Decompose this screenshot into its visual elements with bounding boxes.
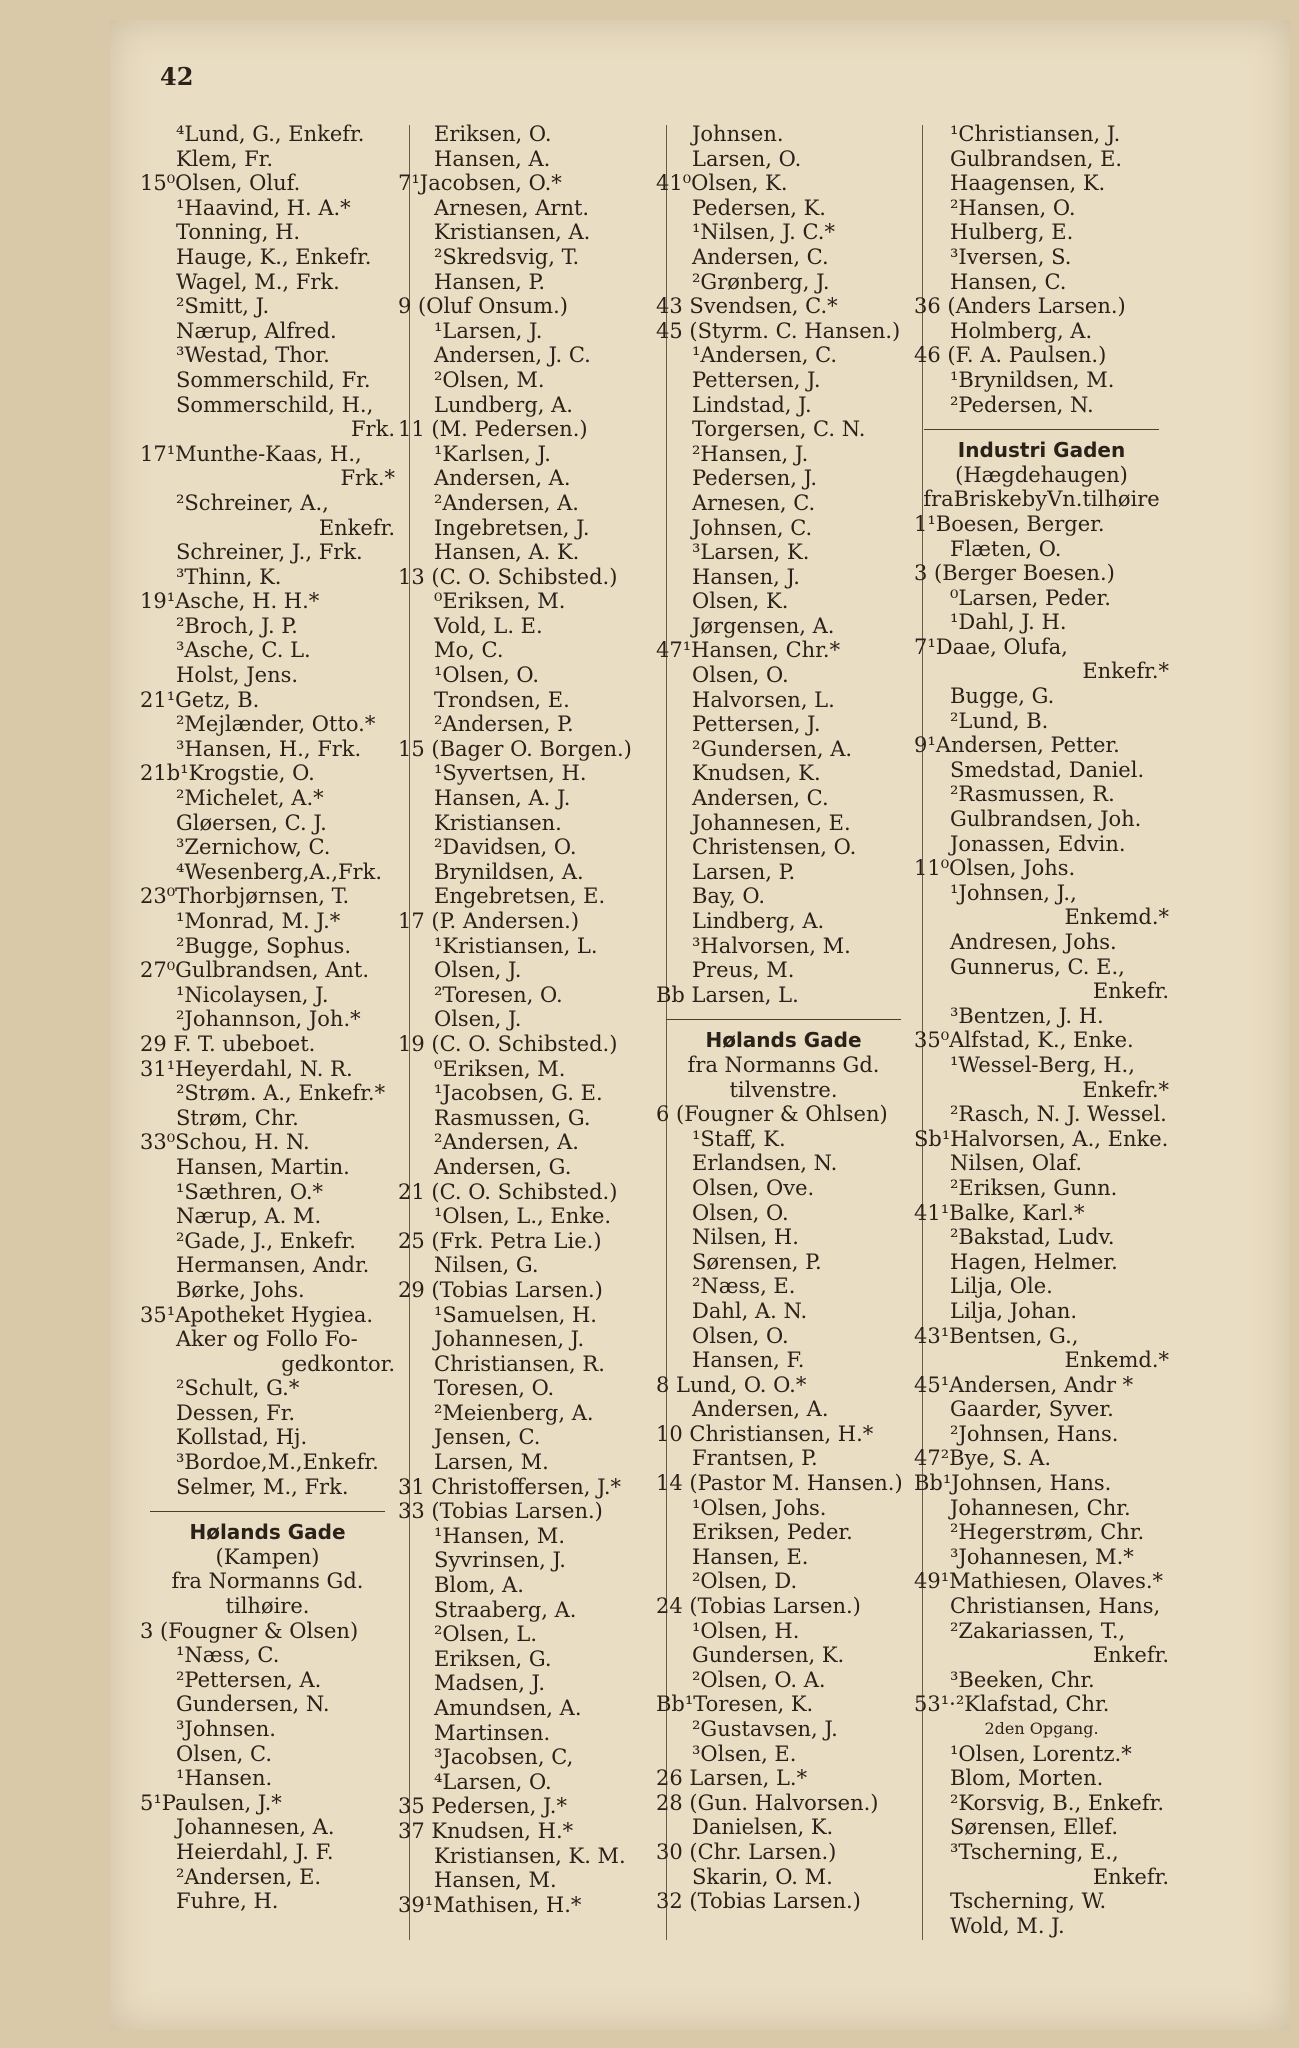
directory-entry: Pedersen, J. [692, 466, 818, 491]
directory-entry: Aker og Follo Fo- [176, 1327, 358, 1352]
directory-entry: 53¹·²Klafstad, Chr. [914, 1692, 1110, 1717]
directory-entry: Strøm, Chr. [176, 1105, 299, 1130]
directory-entry: Andersen, G. [434, 1154, 572, 1179]
directory-entry: ¹Olsen, O. [434, 663, 540, 688]
directory-entry: Olsen, O. [692, 1323, 789, 1348]
street-heading: Industri Gaden [957, 438, 1126, 463]
directory-entry: Ingebretsen, J. [434, 515, 590, 540]
directory-entry: 9¹Andersen, Petter. [914, 733, 1120, 758]
directory-entry: 10 Christiansen, H.* [656, 1421, 874, 1446]
directory-entry: ¹Sæthren, O.* [176, 1179, 324, 1204]
directory-entry: 33 (Tobias Larsen.) [398, 1499, 603, 1524]
directory-entry: Nilsen, H. [692, 1225, 799, 1250]
directory-entry: fra Normanns Gd. [171, 1569, 364, 1594]
directory-entry: ²Mejlænder, Otto.* [176, 712, 376, 737]
directory-entry: gedkontor. [281, 1351, 395, 1376]
directory-entry: 14 (Pastor M. Hansen.) [656, 1471, 903, 1496]
directory-entry: 27⁰Gulbrandsen, Ant. [140, 958, 370, 983]
directory-entry: Dahl, A. N. [692, 1298, 808, 1323]
directory-entry: ¹Dahl, J. H. [950, 610, 1067, 635]
directory-entry: ⁴Wesenberg,A.,Frk. [176, 859, 383, 884]
directory-entry: 49¹Mathiesen, Olaves.* [914, 1569, 1164, 1594]
directory-entry: Erlandsen, N. [692, 1151, 838, 1176]
directory-entry: 33⁰Schou, H. N. [140, 1130, 310, 1155]
directory-entry: Andresen, Johs. [950, 930, 1117, 954]
directory-entry: Syvrinsen, J. [434, 1548, 566, 1573]
directory-entry: Torgersen, C. N. [692, 417, 866, 442]
directory-entry: Nærup, A. M. [176, 1204, 322, 1229]
directory-entry: 43¹Bentsen, G., [914, 1323, 1079, 1348]
directory-entry: Amundsen, A. [434, 1696, 582, 1720]
directory-entry: Eriksen, O. [434, 122, 552, 146]
directory-entry: 6 (Fougner & Ohlsen) [656, 1102, 888, 1127]
directory-column-3 [656, 122, 911, 1914]
directory-entry: Larsen, O. [692, 146, 802, 171]
directory-entry: ³Bordoe,M.,Enkefr. [176, 1450, 379, 1475]
directory-entry: 26 Larsen, L.* [656, 1766, 808, 1791]
directory-entry: Wagel, M., Frk. [176, 269, 340, 294]
directory-entry: Gulbrandsen, E. [950, 146, 1123, 171]
directory-entry: 15⁰Olsen, Oluf. [140, 171, 301, 196]
directory-entry: ²Pedersen, N. [950, 392, 1094, 417]
directory-entry: ¹Monrad, M. J.* [176, 909, 341, 933]
directory-entry: ²Strøm. A., Enkefr.* [176, 1081, 386, 1106]
directory-entry: ¹Olsen, H. [692, 1618, 800, 1643]
directory-entry: tilhøire. [225, 1594, 310, 1619]
directory-entry: 19 (C. O. Schibsted.) [398, 1031, 618, 1056]
directory-entry: ²Johnsen, Hans. [950, 1421, 1119, 1446]
directory-entry: ²Olsen, L. [434, 1622, 538, 1647]
directory-entry: Flæten, O. [950, 536, 1062, 561]
directory-entry: ²Andersen, A. [434, 490, 579, 515]
directory-entry: ¹Haavind, H. A.* [176, 195, 351, 220]
directory-entry: Andersen, C. [692, 244, 829, 269]
directory-entry: Gunnerus, C. E., [950, 954, 1125, 979]
directory-entry: Sørensen, Ellef. [950, 1815, 1118, 1840]
directory-entry: Gløersen, C. J. [176, 810, 327, 835]
directory-entry: Danielsen, K. [692, 1815, 834, 1840]
directory-entry: Andersen, A. [434, 466, 571, 491]
street-heading: Hølands Gade [705, 1028, 862, 1053]
directory-entry: Hansen, C. [950, 269, 1067, 294]
directory-entry: ²Andersen, E. [176, 1864, 322, 1889]
directory-entry: Gaarder, Syver. [950, 1397, 1114, 1422]
directory-entry: ²Schreiner, A., [176, 490, 329, 515]
directory-entry: Enkemd.* [1064, 1348, 1169, 1373]
directory-entry: Olsen, O. [692, 663, 789, 688]
directory-column-4 [914, 122, 1169, 1938]
directory-entry: ³Jacobsen, C, [434, 1745, 574, 1770]
directory-entry: Enkefr.* [1082, 1077, 1169, 1102]
directory-entry: 28 (Gun. Halvorsen.) [656, 1790, 879, 1815]
directory-entry: 41⁰Olsen, K. [656, 171, 788, 196]
directory-entry: Tscherning, W. [950, 1889, 1107, 1914]
directory-entry: ¹Hansen. [176, 1766, 273, 1791]
directory-entry: ²Hansen, O. [950, 195, 1076, 220]
directory-entry: ²Olsen, D. [692, 1569, 798, 1594]
directory-entry: Mo, C. [434, 638, 504, 663]
directory-entry: 43 Svendsen, C.* [656, 294, 838, 319]
directory-entry: Engebretsen, E. [434, 884, 606, 909]
directory-entry: Frk. [350, 417, 395, 442]
directory-entry: 35⁰Alfstad, K., Enke. [914, 1028, 1134, 1053]
directory-entry: Madsen, J. [434, 1671, 546, 1696]
directory-entry: Olsen, Ove. [692, 1175, 815, 1200]
directory-entry: 3 (Fougner & Olsen) [140, 1618, 359, 1643]
directory-entry: Hulberg, E. [950, 220, 1074, 245]
directory-entry: 47¹Hansen, Chr.* [656, 638, 841, 663]
directory-entry: Pedersen, K. [692, 195, 826, 220]
directory-entry: (Hægdehaugen) [955, 462, 1128, 487]
directory-entry: ³Bentzen, J. H. [950, 1003, 1104, 1028]
directory-entry: ¹Wessel-Berg, H., [950, 1052, 1135, 1077]
directory-entry: fra Normanns Gd. [687, 1052, 880, 1077]
directory-entry: Hansen, F. [692, 1348, 805, 1373]
directory-entry: (Kampen) [215, 1544, 320, 1569]
directory-entry: 45 (Styrm. C. Hansen.) [656, 318, 901, 343]
directory-entry: ¹Karlsen, J. [434, 441, 551, 466]
directory-entry: ⁰Eriksen, M. [434, 589, 566, 614]
directory-entry: Jonassen, Edvin. [950, 831, 1126, 856]
directory-entry: 25 (Frk. Petra Lie.) [398, 1228, 602, 1253]
directory-entry: ¹Jacobsen, G. E. [434, 1081, 603, 1106]
directory-entry: ¹Staff, K. [692, 1126, 786, 1151]
street-heading: Hølands Gade [189, 1520, 346, 1545]
directory-entry: ⁴Larsen, O. [434, 1769, 552, 1794]
directory-entry: ³Asche, C. L. [176, 638, 311, 663]
directory-entry: Hauge, K., Enkefr. [176, 244, 372, 269]
directory-entry: ¹Nilsen, J. C.* [692, 220, 835, 245]
directory-entry: 45¹Andersen, Andr * [914, 1372, 1134, 1397]
directory-entry: ¹Samuelsen, H. [434, 1302, 597, 1327]
directory-entry: Sommerschild, H., [176, 392, 374, 417]
directory-entry: ¹Kristiansen, L. [434, 933, 598, 958]
directory-entry: Hagen, Helmer. [950, 1249, 1118, 1274]
directory-entry: ³Thinn, K. [176, 564, 282, 589]
directory-entry: Bb Larsen, L. [656, 982, 799, 1007]
directory-entry: ¹Larsen, J. [434, 318, 543, 343]
directory-entry: ²Hegerstrøm, Chr. [950, 1520, 1145, 1545]
directory-entry: Hansen, E. [692, 1544, 809, 1569]
directory-entry: Lindberg, A. [692, 909, 825, 933]
directory-entry: ²Pettersen, A. [176, 1667, 322, 1692]
directory-entry: Pettersen, J. [692, 712, 821, 737]
directory-entry: Johannesen, J. [434, 1327, 585, 1352]
directory-entry: 8 Lund, O. O.* [656, 1372, 807, 1397]
directory-entry: ²Lund, B. [950, 708, 1049, 733]
directory-entry: Lilja, Johan. [950, 1298, 1078, 1323]
directory-entry: Pettersen, J. [692, 367, 821, 392]
directory-entry: Gundersen, N. [176, 1692, 330, 1717]
directory-entry: Haagensen, K. [950, 171, 1106, 196]
directory-entry: Enkefr.* [1082, 659, 1169, 684]
directory-entry: Hansen, A. [434, 146, 551, 171]
section-rule [666, 1019, 901, 1020]
directory-entry: Schreiner, J., Frk. [176, 540, 363, 565]
directory-entry: ²Schult, G.* [176, 1376, 300, 1401]
directory-entry: ³Larsen, K. [692, 540, 810, 565]
directory-entry: ²Michelet, A.* [176, 786, 324, 811]
directory-entry: Holmberg, A. [950, 318, 1093, 343]
directory-entry: 47²Bye, S. A. [914, 1446, 1052, 1471]
directory-entry: ¹Johnsen, J., [950, 880, 1077, 905]
directory-entry: 29 (Tobias Larsen.) [398, 1277, 603, 1302]
directory-entry: Frantsen, P. [692, 1446, 818, 1471]
directory-entry: Klem, Fr. [176, 146, 274, 171]
directory-entry: Martinsen. [434, 1720, 551, 1745]
directory-entry: Skarin, O. M. [692, 1864, 833, 1889]
directory-entry: Sb¹Halvorsen, A., Enke. [914, 1126, 1169, 1151]
directory-entry: Nilsen, Olaf. [950, 1151, 1083, 1176]
directory-entry: fraBriskebyVn.tilhøire [923, 487, 1160, 512]
directory-entry: Olsen, O. [692, 1200, 789, 1225]
directory-entry: ⁴Lund, G., Enkefr. [176, 122, 365, 146]
directory-entry: 11⁰Olsen, Johs. [914, 856, 1076, 881]
directory-entry: Børke, Johs. [176, 1277, 305, 1302]
directory-entry: ²Skredsvig, T. [434, 244, 580, 269]
directory-entry: Jensen, C. [434, 1425, 541, 1450]
directory-entry: 19¹Asche, H. H.* [140, 589, 320, 614]
directory-entry: Holst, Jens. [176, 663, 299, 688]
directory-entry: Olsen, J. [434, 1007, 522, 1032]
directory-entry: Kristiansen. [434, 810, 562, 835]
directory-entry: Frk.* [340, 466, 395, 491]
directory-entry: ²Rasmussen, R. [950, 782, 1115, 807]
directory-entry: ¹Christiansen, J. [950, 122, 1121, 146]
directory-entry: 31 Christoffersen, J.* [398, 1474, 622, 1499]
directory-entry: Tonning, H. [176, 220, 301, 245]
directory-entry: Gundersen, K. [692, 1643, 845, 1668]
directory-entry: Hermansen, Andr. [176, 1253, 370, 1278]
directory-entry: ²Korsvig, B., Enkefr. [950, 1790, 1165, 1815]
directory-entry: ¹Hansen, M. [434, 1523, 566, 1548]
directory-entry: ²Andersen, A. [434, 1130, 579, 1155]
directory-entry: Lindstad, J. [692, 392, 812, 417]
directory-entry: Enkemd.* [1064, 905, 1169, 930]
directory-entry: ³Beeken, Chr. [950, 1667, 1095, 1692]
directory-entry: 3 (Berger Boesen.) [914, 561, 1115, 586]
directory-entry: Lilja, Ole. [950, 1274, 1053, 1299]
directory-entry: Wold, M. J. [950, 1913, 1065, 1938]
directory-entry: ²Olsen, M. [434, 367, 545, 392]
directory-entry: 37 Knudsen, H.* [398, 1818, 574, 1843]
directory-entry: 32 (Tobias Larsen.) [656, 1889, 861, 1914]
directory-entry: Bay, O. [692, 884, 766, 909]
directory-entry: Selmer, M., Frk. [176, 1474, 349, 1499]
directory-entry: 7¹Jacobsen, O.* [398, 171, 562, 196]
directory-entry: ²Smitt, J. [176, 294, 270, 319]
directory-entry: Preus, M. [692, 958, 795, 983]
directory-entry: Larsen, M. [434, 1450, 549, 1475]
directory-entry: Gulbrandsen, Joh. [950, 807, 1142, 832]
directory-entry: ³Zernichow, C. [176, 835, 331, 860]
directory-entry: ²Meienberg, A. [434, 1400, 594, 1425]
directory-entry: ¹Andersen, C. [692, 343, 838, 368]
directory-entry: 11 (M. Pedersen.) [398, 417, 588, 442]
directory-entry: ²Andersen, P. [434, 712, 574, 737]
directory-entry: Straaberg, A. [434, 1597, 577, 1622]
directory-entry: ¹Olsen, L., Enke. [434, 1204, 612, 1229]
directory-entry: tilvenstre. [729, 1077, 838, 1102]
directory-entry: 21b¹Krogstie, O. [140, 761, 315, 786]
directory-entry: 15 (Bager O. Borgen.) [398, 736, 632, 761]
directory-entry: 36 (Anders Larsen.) [914, 294, 1126, 319]
directory-entry: Hansen, J. [692, 564, 800, 589]
directory-entry: Heierdahl, J. F. [176, 1839, 334, 1864]
directory-entry: ²Rasch, N. J. Wessel. [950, 1102, 1167, 1127]
directory-entry: Blom, Morten. [950, 1766, 1104, 1791]
directory-entry: 29 F. T. ubeboet. [140, 1031, 316, 1056]
directory-column-1 [140, 122, 395, 1914]
directory-entry: 46 (F. A. Paulsen.) [914, 343, 1107, 368]
directory-entry: ³Iversen, S. [950, 244, 1072, 269]
directory-entry: Bb¹Johnsen, Hans. [914, 1471, 1112, 1496]
directory-entry: Lundberg, A. [434, 392, 573, 417]
directory-entry: Johannesen, A. [176, 1815, 335, 1840]
directory-entry: ²Bakstad, Ludv. [950, 1225, 1115, 1250]
directory-entry: Hansen, P. [434, 269, 545, 294]
directory-entry: Sørensen, P. [692, 1249, 822, 1274]
directory-entry: Andersen, A. [692, 1397, 829, 1422]
directory-entry: ²Toresen, O. [434, 982, 563, 1007]
directory-entry: Smedstad, Daniel. [950, 757, 1145, 782]
directory-entry: Enkefr. [1092, 1864, 1169, 1889]
directory-entry: ²Olsen, O. A. [692, 1667, 826, 1692]
directory-entry: Christensen, O. [692, 835, 857, 860]
directory-entry: Dessen, Fr. [176, 1400, 296, 1425]
directory-entry: 21 (C. O. Schibsted.) [398, 1179, 618, 1204]
directory-entry: Hansen, A. J. [434, 786, 571, 811]
directory-entry: ¹Olsen, Johs. [692, 1495, 827, 1520]
directory-entry: Larsen, P. [692, 859, 796, 884]
directory-entry: Johannesen, E. [692, 810, 851, 835]
directory-entry: ³Halvorsen, M. [692, 933, 851, 958]
directory-entry: ¹Næss, C. [176, 1643, 280, 1668]
directory-entry: ²Johannson, Joh.* [176, 1007, 361, 1032]
directory-entry: Vold, L. E. [434, 613, 543, 638]
directory-entry: Enkefr. [318, 515, 395, 540]
directory-entry: Olsen, C. [176, 1741, 273, 1766]
directory-entry: ³Johnsen. [176, 1717, 276, 1741]
directory-entry: ²Zakariassen, T., [950, 1618, 1126, 1643]
directory-entry: Arnesen, C. [692, 490, 816, 515]
directory-entry: Halvorsen, L. [692, 687, 835, 712]
directory-entry: Nilsen, G. [434, 1253, 539, 1278]
directory-entry: ³Johannesen, M.* [950, 1544, 1134, 1569]
directory-entry: ²Næss, E. [692, 1274, 796, 1299]
directory-entry: 39¹Mathisen, H.* [398, 1892, 582, 1917]
directory-entry: ³Olsen, E. [692, 1741, 797, 1766]
directory-entry: Eriksen, Peder. [692, 1520, 853, 1545]
directory-entry: ²Broch, J. P. [176, 613, 298, 638]
directory-entry: Sommerschild, Fr. [176, 367, 371, 392]
directory-entry: 2den Opgang. [984, 1719, 1099, 1738]
directory-entry: 35 Pedersen, J.* [398, 1794, 567, 1819]
directory-entry: 23⁰Thorbjørnsen, T. [140, 884, 350, 909]
directory-entry: Enkefr. [1092, 1643, 1169, 1668]
directory-entry: 13 (C. O. Schibsted.) [398, 564, 618, 589]
directory-entry: ³Tscherning, E., [950, 1839, 1119, 1864]
directory-entry: Nærup, Alfred. [176, 318, 337, 343]
directory-entry: Andersen, C. [692, 786, 829, 811]
directory-entry: 41¹Balke, Karl.* [914, 1200, 1085, 1225]
directory-entry: 35¹Apotheket Hygiea. [140, 1302, 374, 1327]
directory-entry: 17¹Munthe-Kaas, H., [140, 441, 362, 466]
directory-entry: ²Davidsen, O. [434, 835, 577, 860]
directory-entry: Hansen, A. K. [434, 540, 580, 565]
directory-entry: Eriksen, G. [434, 1646, 552, 1671]
section-rule [924, 429, 1159, 430]
directory-entry: 9 (Oluf Onsum.) [398, 294, 568, 319]
directory-entry: ²Eriksen, Gunn. [950, 1175, 1118, 1200]
directory-entry: 1¹Boesen, Berger. [914, 511, 1105, 536]
directory-entry: ²Gundersen, A. [692, 736, 853, 761]
directory-entry: 31¹Heyerdahl, N. R. [140, 1056, 353, 1081]
directory-entry: Trondsen, E. [434, 687, 570, 712]
directory-entry: Arnesen, Arnt. [434, 195, 590, 220]
directory-entry: Knudsen, K. [692, 761, 821, 786]
section-rule [150, 1511, 385, 1512]
directory-entry: Andersen, J. C. [434, 343, 591, 368]
directory-entry: ¹Syvertsen, H. [434, 761, 587, 786]
directory-entry: Christiansen, Hans, [950, 1594, 1161, 1619]
directory-entry: Bugge, G. [950, 684, 1055, 709]
directory-column-2 [398, 122, 656, 1917]
directory-entry: ⁰Eriksen, M. [434, 1056, 566, 1081]
directory-entry: Bb¹Toresen, K. [656, 1692, 814, 1717]
directory-entry: ²Gade, J., Enkefr. [176, 1228, 356, 1253]
directory-entry: 5¹Paulsen, J.* [140, 1790, 282, 1815]
directory-entry: ³Westad, Thor. [176, 343, 330, 368]
directory-entry: ¹Nicolaysen, J. [176, 982, 329, 1007]
directory-entry: Johannesen, Chr. [950, 1495, 1131, 1520]
directory-entry: Blom, A. [434, 1573, 524, 1598]
directory-entry: ²Hansen, J. [692, 441, 809, 466]
directory-entry: Kollstad, Hj. [176, 1425, 308, 1450]
directory-entry: ⁰Larsen, Peder. [950, 585, 1111, 610]
page-number: 42 [160, 62, 194, 91]
directory-entry: Olsen, K. [692, 589, 789, 614]
directory-entry: 7¹Daae, Olufa, [914, 634, 1068, 659]
directory-entry: ³Hansen, H., Frk. [176, 736, 362, 761]
directory-entry: ¹Olsen, Lorentz.* [950, 1741, 1132, 1766]
directory-entry: Fuhre, H. [176, 1889, 279, 1914]
directory-entry: Kristiansen, K. M. [434, 1843, 626, 1868]
directory-entry: ²Bugge, Sophus. [176, 933, 352, 958]
directory-entry: 30 (Chr. Larsen.) [656, 1839, 837, 1864]
directory-entry: Hansen, Martin. [176, 1154, 350, 1179]
directory-entry: ²Gustavsen, J. [692, 1717, 838, 1741]
directory-entry: 21¹Getz, B. [140, 687, 260, 712]
directory-entry: Johnsen, C. [692, 515, 813, 540]
directory-entry: 17 (P. Andersen.) [398, 909, 580, 933]
directory-entry: ¹Brynildsen, M. [950, 367, 1115, 392]
directory-entry: Kristiansen, A. [434, 220, 591, 245]
directory-entry: ²Grønberg, J. [692, 269, 830, 294]
directory-entry: Christiansen, R. [434, 1351, 605, 1376]
directory-entry: Johnsen. [692, 122, 784, 146]
directory-entry: Jørgensen, A. [692, 613, 835, 638]
directory-entry: Hansen, M. [434, 1868, 557, 1893]
directory-entry: Brynildsen, A. [434, 859, 584, 884]
directory-entry: Olsen, J. [434, 958, 522, 983]
directory-entry: Rasmussen, G. [434, 1105, 591, 1130]
directory-entry: Toresen, O. [434, 1376, 555, 1401]
directory-entry: 24 (Tobias Larsen.) [656, 1594, 861, 1619]
directory-entry: Enkefr. [1092, 979, 1169, 1004]
